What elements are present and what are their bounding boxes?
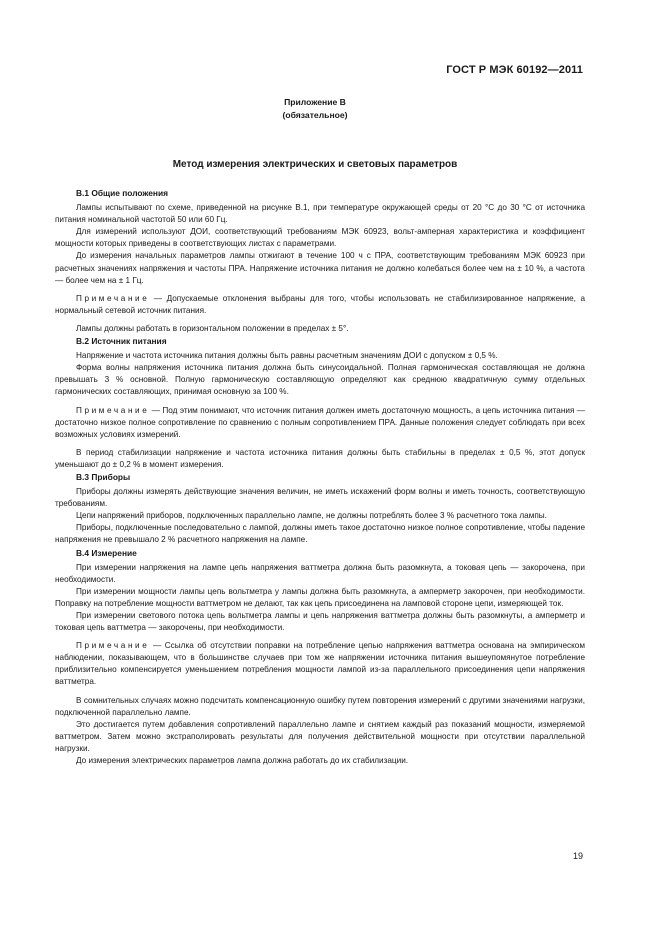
paragraph: Форма волны напряжения источника питания должна быть синусоидальной. Полная гармоническая составляющая не должна превышать 3 % основной. Полную гармоническую составляющую определяют как среднюю квадратичную сумму отдельных гармонических составляющих, принимая основную за 100 %.: [55, 363, 585, 397]
standard-number: ГОСТ Р МЭК 60192—2011: [446, 64, 583, 76]
note: [55, 405, 585, 441]
paragraph: Лампы должны работать в горизонтальном положении в пределах ± 5°.: [76, 323, 349, 333]
section-heading-b1: В.1 Общие положения: [76, 188, 169, 198]
note-text: — Допускаемые отклонения выбраны для того, чтобы использовать не стабилизированное напряжение, а нормальный сетевой источник питания.: [55, 293, 585, 315]
paragraph: Напряжение и частота источника питания должны быть равны расчетным значениям ДОИ с допуском ± 0,5 %.: [76, 351, 498, 361]
paragraph: Приборы должны измерять действующие значения величин, не иметь искажений форм волны и иметь точность, соответствующую требованиям.: [55, 487, 585, 509]
page-title: Метод измерения электрических и световых параметров: [172, 159, 458, 170]
page-number: 19: [572, 851, 583, 861]
paragraph: В период стабилизации напряжение и частота источника питания должны быть стабильны в пределах ± 0,5 %, этот допуск уменьшают до ± 0,2 % в момент измерения.: [55, 447, 585, 469]
section-heading-b2: В.2 Источник питания: [76, 336, 167, 347]
paragraph: Приборы, подключенные последовательно с лампой, должны иметь такое достаточно низкое полное сопротивление, чтобы падение напряжения не превышало 2 % расчетного напряжения на лампе.: [55, 523, 585, 545]
paragraph: При измерении мощности лампы цепь вольтметра у лампы должна быть разомкнута, а амперметр закорочен, при необходимости. Поправку на потребление мощности ваттметром не делают, так как цепь присоединена на ламповой стороне цепи, измеряющей ток.: [55, 586, 585, 608]
paragraph: При измерении светового потока цепь вольтметра лампы и цепь напряжения ваттметра должны быть разомкнуты, а амперметр и токовая цепь ваттметра — закорочены, при необходимости.: [55, 611, 585, 633]
section-heading-b3: В.3 Приборы: [76, 471, 131, 482]
note: [55, 640, 585, 688]
note-label: Примечание: [76, 405, 150, 415]
document-body: [55, 187, 585, 767]
note-label: Примечание: [76, 293, 150, 303]
note: [55, 293, 585, 317]
paragraph: При измерении напряжения на лампе цепь напряжения ваттметра должна быть разомкнута, а токовая цепь — закорочена, при необходимости.: [55, 562, 585, 584]
paragraph: Цепи напряжений приборов, подключенных параллельно лампе, не должны потреблять более 3 % расчетного тока лампы.: [76, 511, 547, 521]
appendix-label: Приложение В: [284, 97, 346, 107]
appendix-block: [0, 96, 630, 122]
section-heading-b4: В.4 Измерение: [76, 547, 137, 558]
paragraph: До измерения начальных параметров лампы отжигают в течение 100 ч с ПРА, соответствующим требованиям МЭК 60923 при расчетных значениях напряжения и частоты ПРА. Напряжение источника питания не должно колебаться более чем на ± 10 %, а частота — более чем на ± 1 Гц.: [55, 251, 585, 285]
note-text: — Ссылка об отсутствии поправки на потребление цепью напряжения ваттметра основана на эмпирическом наблюдении, показывающем, что в большинстве случаев при том же напряжении источника питания вышеупомянутое потребление приблизительно компенсируется уменьшением потребления мощности лампой из-за параллельного присоединения цепи напряжения ваттметра.: [55, 641, 585, 687]
appendix-status: (обязательное): [282, 110, 348, 120]
note-text: — Под этим понимают, что источник питания должен иметь достаточную мощность, а цепь источника питания — достаточно низкое полное сопротивление по сравнению с полным сопротивлением ПРА. Данные положения следует соблюдать при всех возможных условиях измерений.: [55, 405, 585, 439]
paragraph: В сомнительных случаях можно подсчитать компенсационную ошибку путем повторения измерений с другими значениями нагрузки, подключенной параллельно лампе.: [55, 695, 585, 717]
paragraph: До измерения электрических параметров лампа должна работать до их стабилизации.: [76, 756, 409, 766]
paragraph: Лампы испытывают по схеме, приведенной на рисунке В.1, при температуре окружающей среды от 20 °С до 30 °С от источника питания номинальной частотой 50 или 60 Гц.: [55, 203, 585, 225]
paragraph: Для измерений используют ДОИ, соответствующий требованиям МЭК 60923, вольт-амперная характеристика и коэффициент мощности которых приведены в соответствующих листах с параметрами.: [55, 227, 585, 249]
note-label: Примечание: [76, 641, 150, 651]
paragraph: Это достигается путем добавления сопротивлений параллельно лампе и снятием каждый раз показаний мощности, измеряемой ваттметром. Затем можно экстраполировать результаты для получения действительной мощности при отсутствии параллельной нагрузки.: [55, 719, 585, 753]
